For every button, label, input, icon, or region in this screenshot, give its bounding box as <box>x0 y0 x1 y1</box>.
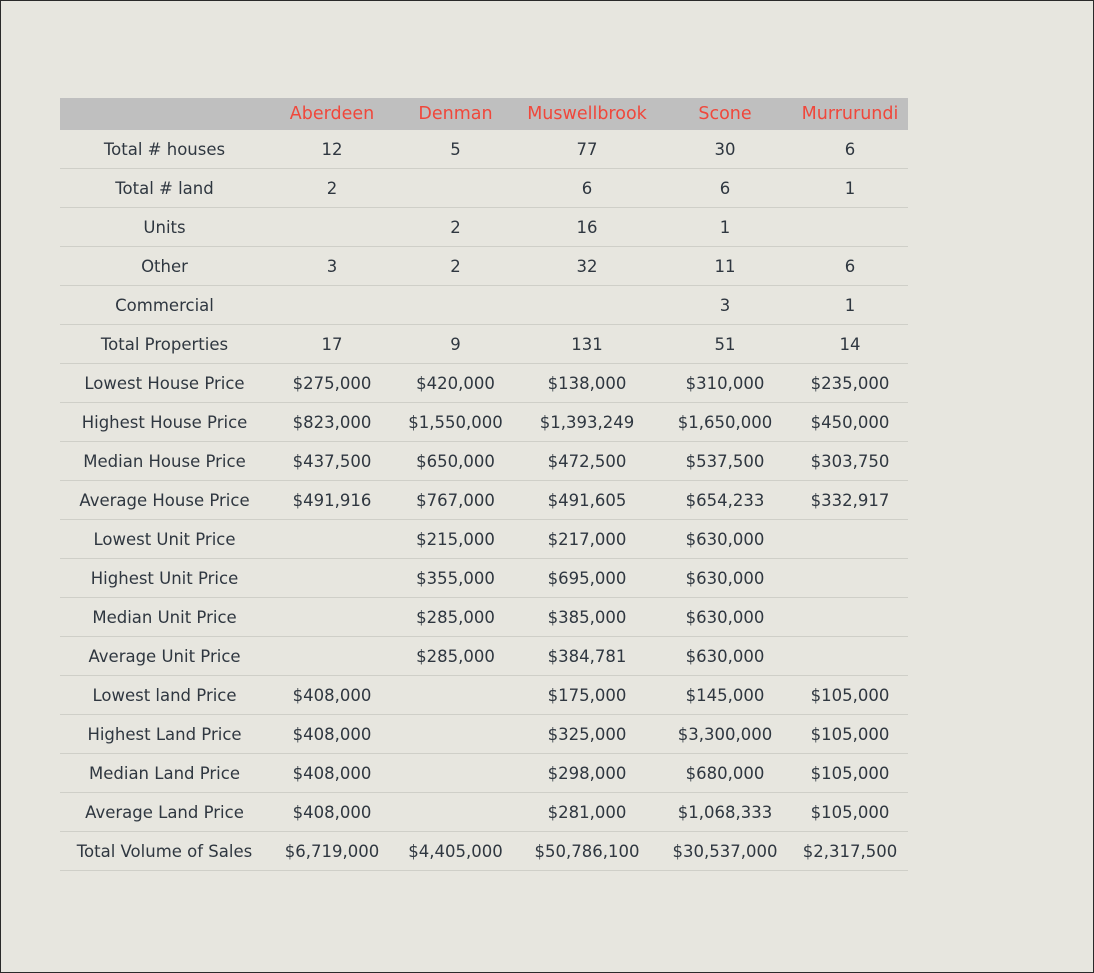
cell-murrurundi: $450,000 <box>792 403 908 442</box>
cell-denman: $215,000 <box>395 520 516 559</box>
cell-muswellbrook: $695,000 <box>516 559 658 598</box>
header-corner <box>60 98 269 130</box>
cell-denman <box>395 169 516 208</box>
cell-aberdeen: $408,000 <box>269 793 395 832</box>
row-label: Highest House Price <box>60 403 269 442</box>
cell-muswellbrook: $385,000 <box>516 598 658 637</box>
row-label: Lowest Unit Price <box>60 520 269 559</box>
cell-scone: $30,537,000 <box>658 832 792 871</box>
cell-aberdeen: $408,000 <box>269 715 395 754</box>
cell-scone: $630,000 <box>658 520 792 559</box>
row-label: Average Unit Price <box>60 637 269 676</box>
table-row <box>60 793 908 832</box>
cell-murrurundi: $105,000 <box>792 715 908 754</box>
cell-scone: 51 <box>658 325 792 364</box>
cell-scone: $3,300,000 <box>658 715 792 754</box>
cell-scone: 6 <box>658 169 792 208</box>
row-label: Highest Land Price <box>60 715 269 754</box>
cell-aberdeen <box>269 208 395 247</box>
cell-scone: $654,233 <box>658 481 792 520</box>
cell-murrurundi: $303,750 <box>792 442 908 481</box>
cell-murrurundi: $332,917 <box>792 481 908 520</box>
table-row <box>60 481 908 520</box>
cell-aberdeen <box>269 520 395 559</box>
cell-muswellbrook: $325,000 <box>516 715 658 754</box>
cell-aberdeen <box>269 637 395 676</box>
cell-muswellbrook: $384,781 <box>516 637 658 676</box>
cell-muswellbrook: $138,000 <box>516 364 658 403</box>
cell-scone: 11 <box>658 247 792 286</box>
header-scone: Scone <box>658 98 792 130</box>
cell-murrurundi <box>792 208 908 247</box>
cell-aberdeen <box>269 559 395 598</box>
cell-scone: $680,000 <box>658 754 792 793</box>
row-label: Lowest land Price <box>60 676 269 715</box>
cell-muswellbrook: 6 <box>516 169 658 208</box>
property-sales-table <box>60 98 908 871</box>
header-muswellbrook: Muswellbrook <box>516 98 658 130</box>
cell-scone: $537,500 <box>658 442 792 481</box>
cell-muswellbrook: $1,393,249 <box>516 403 658 442</box>
cell-muswellbrook: 131 <box>516 325 658 364</box>
cell-aberdeen <box>269 598 395 637</box>
row-label: Average Land Price <box>60 793 269 832</box>
table-header-row <box>60 98 908 130</box>
cell-denman: 5 <box>395 130 516 169</box>
cell-denman: 2 <box>395 247 516 286</box>
cell-scone: 3 <box>658 286 792 325</box>
cell-aberdeen: $437,500 <box>269 442 395 481</box>
cell-murrurundi: $235,000 <box>792 364 908 403</box>
table-row <box>60 442 908 481</box>
table-row <box>60 520 908 559</box>
table-row <box>60 403 908 442</box>
cell-scone: $630,000 <box>658 598 792 637</box>
table-row <box>60 676 908 715</box>
table-body <box>60 130 908 871</box>
cell-aberdeen: $275,000 <box>269 364 395 403</box>
cell-aberdeen: $823,000 <box>269 403 395 442</box>
cell-murrurundi: 1 <box>792 169 908 208</box>
cell-murrurundi: 6 <box>792 247 908 286</box>
table-row <box>60 208 908 247</box>
cell-aberdeen: 2 <box>269 169 395 208</box>
table-row <box>60 598 908 637</box>
cell-denman <box>395 754 516 793</box>
cell-murrurundi: $2,317,500 <box>792 832 908 871</box>
row-label: Highest Unit Price <box>60 559 269 598</box>
table-row <box>60 325 908 364</box>
cell-denman: 9 <box>395 325 516 364</box>
cell-denman: $420,000 <box>395 364 516 403</box>
table-row <box>60 754 908 793</box>
cell-murrurundi <box>792 559 908 598</box>
cell-murrurundi <box>792 598 908 637</box>
cell-murrurundi <box>792 637 908 676</box>
cell-denman: $285,000 <box>395 637 516 676</box>
cell-murrurundi: $105,000 <box>792 793 908 832</box>
header-murrurundi: Murrurundi <box>792 98 908 130</box>
cell-scone: $630,000 <box>658 559 792 598</box>
cell-muswellbrook: 32 <box>516 247 658 286</box>
cell-muswellbrook: 77 <box>516 130 658 169</box>
cell-denman <box>395 676 516 715</box>
row-label: Median Unit Price <box>60 598 269 637</box>
row-label: Average House Price <box>60 481 269 520</box>
row-label: Other <box>60 247 269 286</box>
row-label: Lowest House Price <box>60 364 269 403</box>
row-label: Total Properties <box>60 325 269 364</box>
table-row <box>60 247 908 286</box>
cell-aberdeen: 3 <box>269 247 395 286</box>
cell-scone: 1 <box>658 208 792 247</box>
cell-aberdeen: 17 <box>269 325 395 364</box>
cell-muswellbrook: $281,000 <box>516 793 658 832</box>
table-row <box>60 169 908 208</box>
cell-scone: $145,000 <box>658 676 792 715</box>
cell-aberdeen: 12 <box>269 130 395 169</box>
row-label: Units <box>60 208 269 247</box>
table-row <box>60 286 908 325</box>
cell-muswellbrook: $50,786,100 <box>516 832 658 871</box>
cell-aberdeen: $6,719,000 <box>269 832 395 871</box>
cell-aberdeen: $408,000 <box>269 754 395 793</box>
table-row <box>60 715 908 754</box>
cell-denman <box>395 286 516 325</box>
cell-denman <box>395 793 516 832</box>
cell-murrurundi: $105,000 <box>792 676 908 715</box>
cell-denman: $650,000 <box>395 442 516 481</box>
header-denman: Denman <box>395 98 516 130</box>
cell-aberdeen: $408,000 <box>269 676 395 715</box>
cell-scone: $1,650,000 <box>658 403 792 442</box>
cell-muswellbrook <box>516 286 658 325</box>
cell-denman: $355,000 <box>395 559 516 598</box>
cell-muswellbrook: $217,000 <box>516 520 658 559</box>
row-label: Median House Price <box>60 442 269 481</box>
cell-muswellbrook: $298,000 <box>516 754 658 793</box>
cell-muswellbrook: $472,500 <box>516 442 658 481</box>
table-row <box>60 559 908 598</box>
cell-aberdeen: $491,916 <box>269 481 395 520</box>
cell-denman: $4,405,000 <box>395 832 516 871</box>
cell-murrurundi: $105,000 <box>792 754 908 793</box>
cell-denman: $1,550,000 <box>395 403 516 442</box>
row-label: Total # land <box>60 169 269 208</box>
cell-scone: $630,000 <box>658 637 792 676</box>
cell-murrurundi: 6 <box>792 130 908 169</box>
row-label: Commercial <box>60 286 269 325</box>
cell-scone: $310,000 <box>658 364 792 403</box>
cell-muswellbrook: $491,605 <box>516 481 658 520</box>
cell-denman: 2 <box>395 208 516 247</box>
header-aberdeen: Aberdeen <box>269 98 395 130</box>
cell-muswellbrook: 16 <box>516 208 658 247</box>
row-label: Median Land Price <box>60 754 269 793</box>
row-label: Total Volume of Sales <box>60 832 269 871</box>
cell-murrurundi: 1 <box>792 286 908 325</box>
cell-aberdeen <box>269 286 395 325</box>
cell-scone: $1,068,333 <box>658 793 792 832</box>
table-row <box>60 832 908 871</box>
table-row <box>60 130 908 169</box>
cell-scone: 30 <box>658 130 792 169</box>
cell-murrurundi <box>792 520 908 559</box>
row-label: Total # houses <box>60 130 269 169</box>
cell-denman <box>395 715 516 754</box>
table-row <box>60 364 908 403</box>
cell-denman: $285,000 <box>395 598 516 637</box>
table-row <box>60 637 908 676</box>
cell-muswellbrook: $175,000 <box>516 676 658 715</box>
cell-murrurundi: 14 <box>792 325 908 364</box>
cell-denman: $767,000 <box>395 481 516 520</box>
